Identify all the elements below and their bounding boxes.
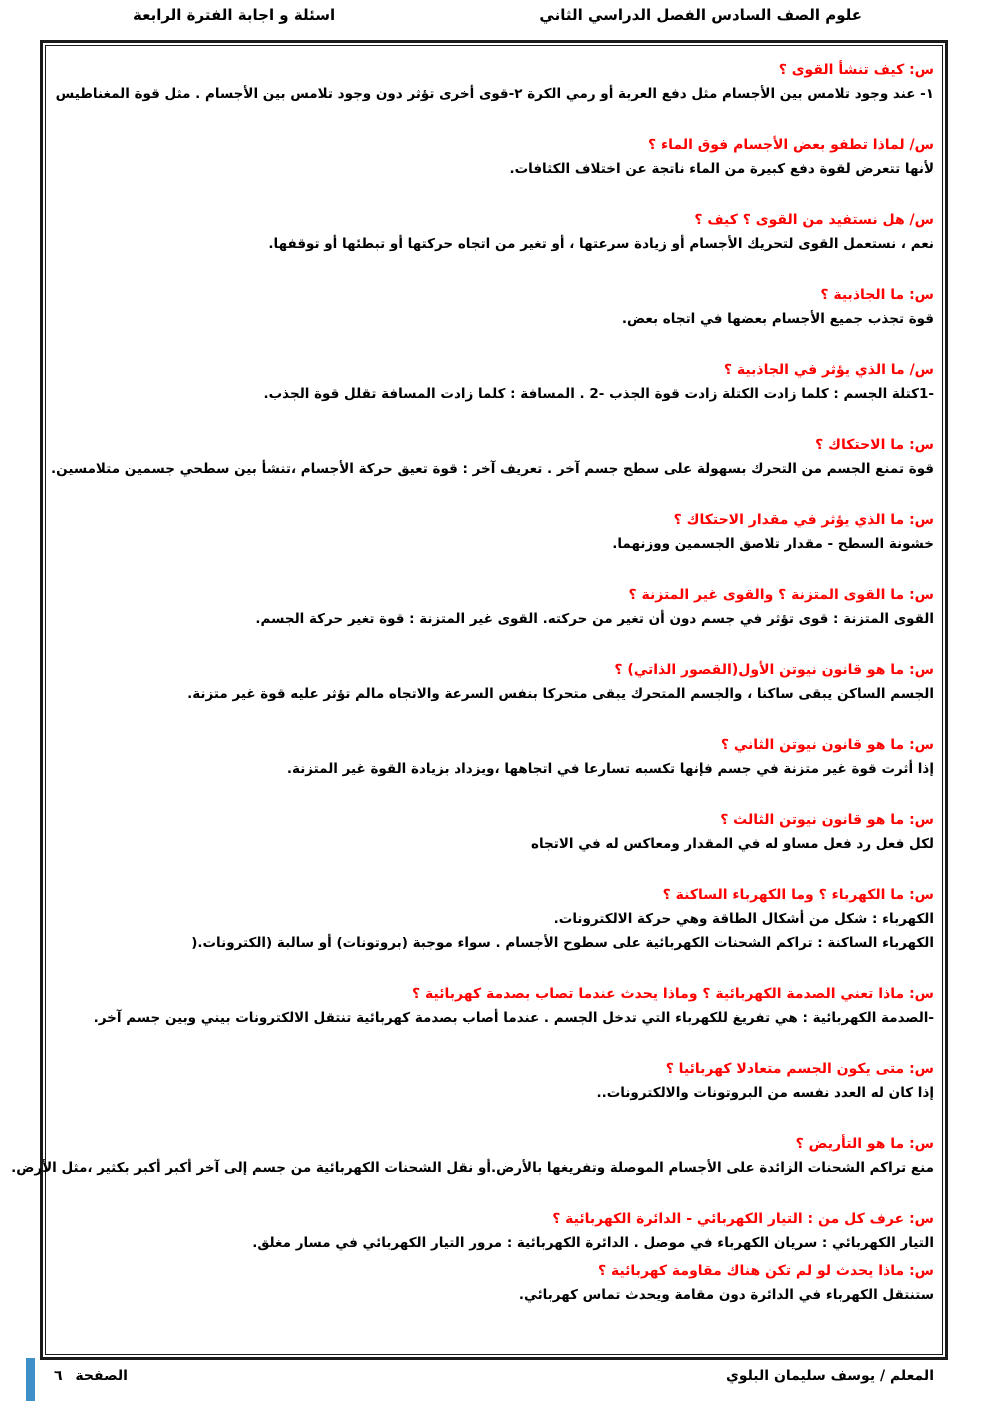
question-text: س: عرف كل من : التيار الكهربائي - الدائرة الكهربائية ؟ (552, 1211, 934, 1227)
qa-item (54, 1259, 934, 1307)
page-number (54, 1368, 128, 1384)
question-text: س: ما هو التأريض ؟ (795, 1136, 934, 1152)
qa-item (51, 433, 934, 481)
answer-text: الكهرباء : شكل من أشكال الطاقة وهي حركة الالكترونات. (553, 911, 934, 927)
question-text: س: ما هو قانون نيوتن الثالث ؟ (720, 812, 934, 828)
answer-text: إذا أثرت قوة غير متزنة في جسم فإنها تكسبه تسارعا في اتجاهها ،ويزداد بزيادة القوة غير المتزنة. (286, 761, 934, 777)
qa-item (11, 1132, 934, 1180)
question-text: س: ما هو قانون نيوتن الأول(القصور الذاتي) ؟ (614, 662, 934, 678)
answer-text: -1كتلة الجسم : كلما زادت الكتلة زادت قوة الجذب -2 . المسافة : كلما زادت المسافة تقلل قوة الجذب. (263, 386, 934, 402)
page-footer (0, 1368, 992, 1392)
answer-text: الكهرباء الساكنة : تراكم الشحنات الكهربائية على سطوح الأجسام . سواء موجبة (بروتونات) أو سالبة (الكترونات.( (191, 935, 934, 951)
page-label: الصفحة (75, 1368, 128, 1384)
answer-text: -الصدمة الكهربائية : هي تفريغ للكهرباء التي تدخل الجسم . عندما أصاب بصدمة كهربائية تنتقل الالكترونات بيني وبين جسم آخر. (93, 1010, 934, 1026)
question-text: س: ما الذي يؤثر في مقدار الاحتكاك ؟ (673, 512, 934, 528)
qa-item (54, 358, 934, 406)
question-text: س: ما القوى المتزنة ؟ والقوى غير المتزنة ؟ (628, 587, 934, 603)
answer-text: إذا كان له العدد نفسه من البروتونات والالكترونات.. (596, 1085, 934, 1101)
question-text: س/ لماذا تطفو بعض الأجسام فوق الماء ؟ (648, 137, 934, 153)
qa-item (54, 1057, 934, 1105)
question-text: س: متى يكون الجسم متعادلا كهربائيا ؟ (665, 1061, 934, 1077)
qa-item (54, 208, 934, 256)
question-text: س: ماذا تعني الصدمة الكهربائية ؟ وماذا يحدث عندما تصاب بصدمة كهربائية ؟ (412, 986, 934, 1002)
qa-item (54, 982, 934, 1030)
page-number-value: ٦ (54, 1368, 63, 1384)
qa-item (54, 508, 934, 556)
question-text: س: ما هو قانون نيوتن الثاني ؟ (720, 737, 934, 753)
qa-item (54, 658, 934, 706)
answer-text: قوة تمنع الجسم من التحرك بسهولة على سطح جسم آخر . تعريف آخر : قوة تعيق حركة الأجسام ،تنشأ بين سطحي جسمين متلامسين. (51, 461, 934, 477)
question-text: س/ هل نستفيد من القوى ؟ كيف ؟ (694, 212, 934, 228)
answer-text: القوى المتزنة : قوى تؤثر في جسم دون أن تغير من حركته. القوى غير المتزنة : قوة تغير حركة الجسم. (255, 611, 934, 627)
answer-text: لأنها تتعرض لقوة دفع كبيرة من الماء ناتجة عن اختلاف الكثافات. (509, 161, 934, 177)
answer-text: ستنتقل الكهرباء في الدائرة دون مقامة ويحدث تماس كهربائي. (518, 1287, 934, 1303)
qa-item (54, 133, 934, 181)
question-text: س: ماذا يحدث لو لم تكن هناك مقاومة كهربائية ؟ (597, 1263, 934, 1279)
answer-text: قوة تجذب جميع الأجسام بعضها في اتجاه بعض. (621, 311, 934, 327)
qa-item (54, 583, 934, 631)
page-header (0, 6, 992, 30)
answer-text: خشونة السطح - مقدار تلاصق الجسمين ووزنهما. (612, 536, 934, 552)
question-text: س/ ما الذي يؤثر في الجاذبية ؟ (723, 362, 934, 378)
side-accent-bar (26, 1358, 35, 1401)
teacher-name: المعلم / يوسف سليمان البلوي (725, 1368, 934, 1384)
question-text: س: ما الجاذبية ؟ (820, 287, 934, 303)
page-title: علوم الصف السادس الفصل الدراسي الثاني (539, 6, 862, 24)
qa-list (11, 58, 934, 1334)
page-subtitle: اسئلة و اجابة الفترة الرابعة (133, 6, 336, 24)
answer-text: التيار الكهربائي : سريان الكهرباء في موصل . الدائرة الكهربائية : مرور التيار الكهربائي في مسار مغلق. (252, 1235, 934, 1251)
qa-item (54, 58, 934, 106)
qa-item (54, 883, 934, 955)
qa-item (54, 733, 934, 781)
qa-item (54, 1207, 934, 1255)
qa-item (54, 808, 934, 856)
question-text: س: كيف تنشأ القوى ؟ (778, 62, 934, 78)
question-text: س: ما الكهرباء ؟ وما الكهرباء الساكنة ؟ (662, 887, 934, 903)
answer-text: ١- عند وجود تلامس بين الأجسام مثل دفع العربة أو رمي الكرة ٢-قوى أخرى تؤثر دون وجود تلامس بين الأجسام . مثل قوة المغناطيس (55, 86, 934, 102)
answer-text: الجسم الساكن يبقى ساكنا ، والجسم المتحرك يبقى متحركا بنفس السرعة والاتجاه مالم تؤثر عليه قوة غير متزنة. (187, 686, 934, 702)
answer-text: منع تراكم الشحنات الزائدة على الأجسام الموصلة وتفريغها بالأرض.أو نقل الشحنات الكهربائية من جسم إلى آخر أكبر أكبر بكثير ،مثل الأرض. (11, 1160, 934, 1176)
answer-text: لكل فعل رد فعل مساو له في المقدار ومعاكس له في الاتجاه (530, 836, 934, 852)
qa-item (54, 283, 934, 331)
question-text: س: ما الاحتكاك ؟ (815, 437, 934, 453)
answer-text: نعم ، نستعمل القوى لتحريك الأجسام أو زيادة سرعتها ، أو تغير من اتجاه حركتها أو تبطئها أو توقفها. (268, 236, 934, 252)
